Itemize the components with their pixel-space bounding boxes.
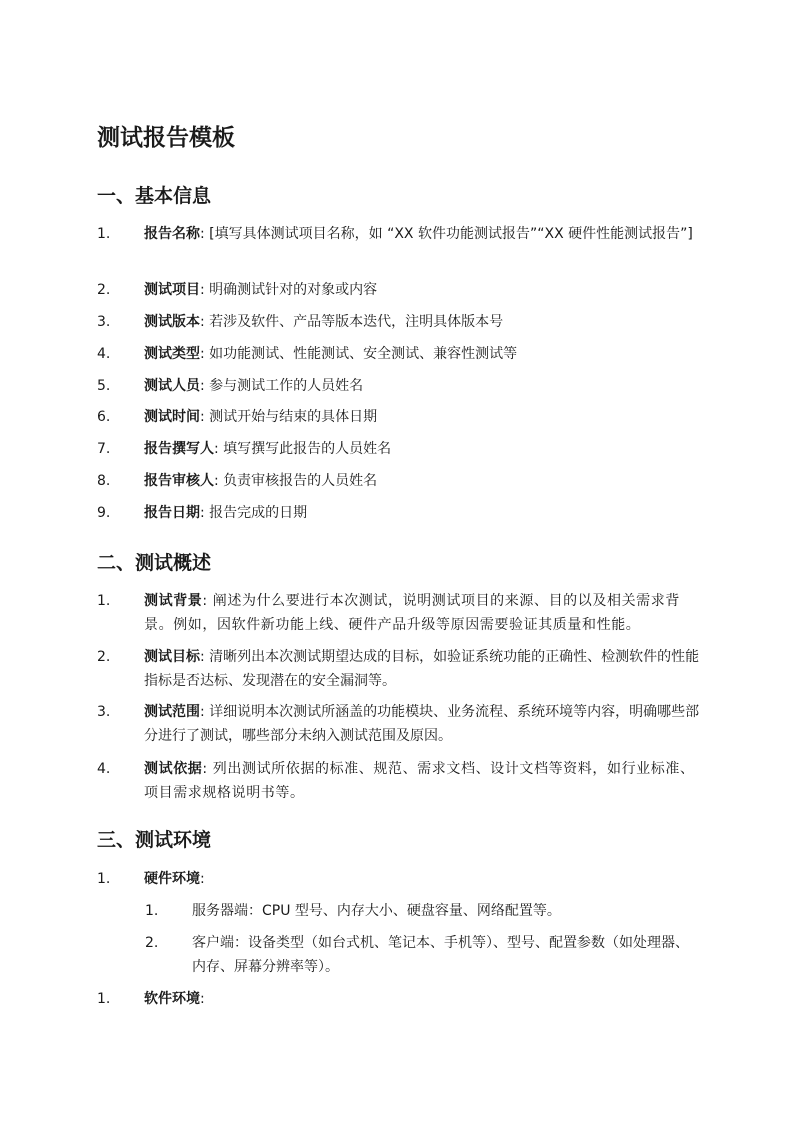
field-separator: : — [200, 871, 205, 887]
field-separator: : — [200, 704, 210, 720]
list-item-content — [144, 310, 700, 334]
field-separator: : — [200, 226, 210, 242]
list-number: 2. — [97, 282, 111, 298]
field-description: [填写具体测试项目名称，如 “XX 软件功能测试报告”“XX 硬件性能测试报告”] — [209, 226, 693, 242]
field-label: 测试依据 — [144, 761, 203, 777]
list-number: 7. — [97, 441, 111, 457]
list-item-content — [144, 278, 700, 302]
list-number: 1. — [97, 871, 111, 887]
field-label: 测试类型 — [144, 346, 200, 362]
field-label: 硬件环境 — [144, 871, 200, 887]
list-number: 3. — [97, 314, 111, 330]
list-number: 1. — [97, 991, 111, 1007]
field-separator: : — [200, 346, 210, 362]
list-number: 3. — [97, 704, 111, 720]
list-item-content — [144, 987, 700, 1011]
field-description: 明确测试针对的对象或内容 — [209, 282, 378, 298]
field-separator: : — [200, 314, 210, 330]
list-number: 6. — [97, 409, 111, 425]
section-heading-test-environment: 三、测试环境 — [97, 829, 212, 851]
field-label: 报告审核人 — [144, 473, 214, 489]
list-number: 9. — [97, 505, 111, 521]
list-item-content — [144, 867, 700, 891]
field-description: 负责审核报告的人员姓名 — [223, 473, 378, 489]
list-number: 2. — [145, 935, 159, 951]
list-item-content — [144, 589, 700, 637]
field-description: 参与测试工作的人员姓名 — [209, 378, 364, 394]
list-number: 4. — [97, 346, 111, 362]
field-description: 详细说明本次测试所涵盖的功能模块、业务流程、系统环境等内容，明确哪些部分进行了测试，哪些部分未纳入测试范围及原因。 — [144, 704, 700, 744]
field-description: 若涉及软件、产品等版本迭代，注明具体版本号 — [209, 314, 504, 330]
field-separator: : — [200, 991, 205, 1007]
field-description: 列出测试所依据的标准、规范、需求文档、设计文档等资料，如行业标准、项目需求规格说明书等。 — [144, 761, 695, 801]
field-label: 测试背景 — [144, 593, 203, 609]
field-description: 填写撰写此报告的人员姓名 — [223, 441, 392, 457]
field-separator: : — [214, 473, 224, 489]
field-separator: : — [200, 378, 210, 394]
list-item-content — [144, 757, 700, 805]
field-label: 测试目标 — [144, 649, 200, 665]
list-item-content — [192, 931, 700, 979]
list-item-content — [144, 501, 700, 525]
field-label: 测试人员 — [144, 378, 200, 394]
list-number: 8. — [97, 473, 111, 489]
field-description: 清晰列出本次测试期望达成的目标，如验证系统功能的正确性、检测软件的性能指标是否达标、发现潜在的安全漏洞等。 — [144, 649, 700, 689]
list-item-content — [144, 645, 700, 693]
list-number: 1. — [145, 903, 159, 919]
list-item-content — [192, 899, 700, 923]
list-item-content — [144, 342, 700, 366]
field-separator: : — [202, 593, 213, 609]
field-label: 报告名称 — [144, 226, 200, 242]
field-separator: : — [214, 441, 224, 457]
list-number: 2. — [97, 649, 111, 665]
list-number: 4. — [97, 761, 111, 777]
list-number: 5. — [97, 378, 111, 394]
field-separator: : — [200, 505, 210, 521]
list-item-content — [144, 374, 700, 398]
field-label: 软件环境 — [144, 991, 200, 1007]
field-description: 服务器端：CPU 型号、内存大小、硬盘容量、网络配置等。 — [192, 903, 561, 919]
section-heading-test-overview: 二、测试概述 — [97, 552, 212, 574]
document-title: 测试报告模板 — [97, 125, 235, 151]
field-separator: : — [202, 761, 213, 777]
list-item-content — [144, 405, 700, 429]
field-description: 如功能测试、性能测试、安全测试、兼容性测试等 — [209, 346, 518, 362]
list-item-content — [144, 469, 700, 493]
field-description: 测试开始与结束的具体日期 — [209, 409, 378, 425]
list-item-content — [144, 437, 700, 461]
field-separator: : — [200, 409, 210, 425]
list-number: 1. — [97, 593, 111, 609]
field-description: 阐述为什么要进行本次测试，说明测试项目的来源、目的以及相关需求背景。例如，因软件新功能上线、硬件产品升级等原因需要验证其质量和性能。 — [144, 593, 680, 633]
field-separator: : — [200, 282, 210, 298]
field-separator: : — [200, 649, 210, 665]
section-heading-basic-info: 一、基本信息 — [97, 185, 212, 207]
field-label: 报告撰写人 — [144, 441, 214, 457]
field-label: 测试范围 — [144, 704, 200, 720]
field-label: 测试时间 — [144, 409, 200, 425]
list-item-content — [144, 222, 700, 246]
field-description: 报告完成的日期 — [209, 505, 308, 521]
field-label: 测试版本 — [144, 314, 200, 330]
list-number: 1. — [97, 226, 111, 242]
list-item-content — [144, 700, 700, 748]
field-description: 客户端：设备类型（如台式机、笔记本、手机等）、型号、配置参数（如处理器、内存、屏幕分辨率等）。 — [192, 935, 689, 975]
field-label: 报告日期 — [144, 505, 200, 521]
field-label: 测试项目 — [144, 282, 200, 298]
